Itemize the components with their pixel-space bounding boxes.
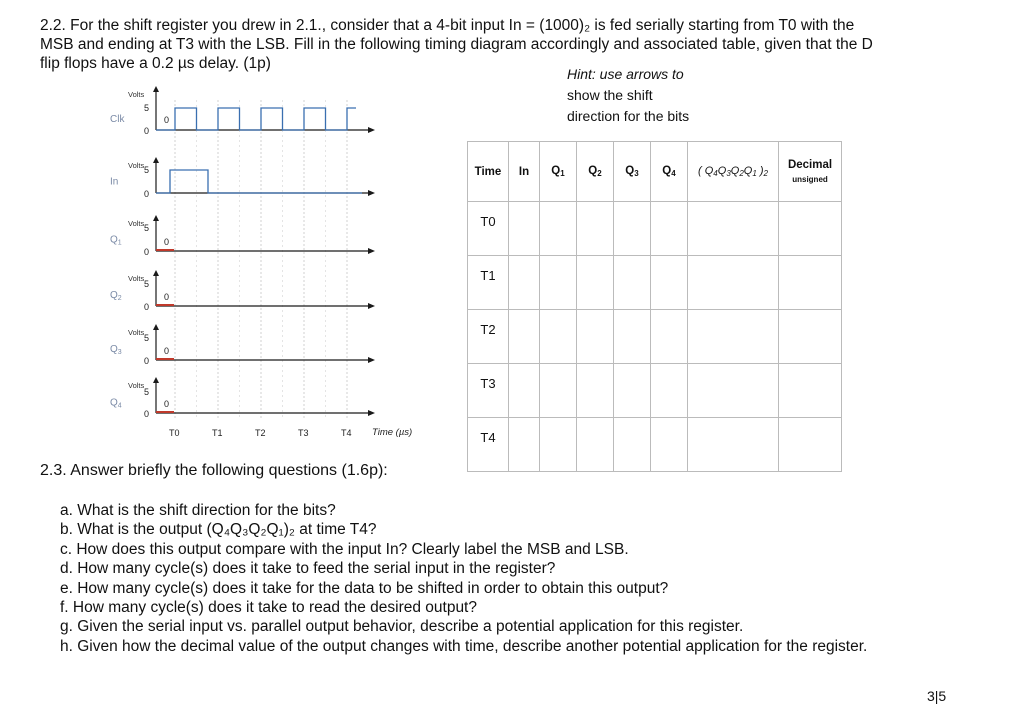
q2-signal-label: $Q_2$ — [110, 290, 122, 302]
table-cell-empty[interactable] — [577, 256, 614, 310]
hint-note — [567, 64, 689, 127]
in-y-arrow — [153, 157, 159, 163]
intro-line-1: 2.2. For the shift register you drew in 2.1., consider that a 4-bit input In = (1000)₂ is fed serially starting from T0 with the — [40, 17, 855, 34]
time-label-t3: T3 — [298, 428, 309, 438]
clk-signal-label: Clk — [110, 114, 125, 125]
table-cell-empty[interactable] — [540, 310, 577, 364]
question-g: g. Given the serial input vs. parallel output behavior, describe a potential application for this register. — [60, 618, 744, 636]
intro-line-3: flip flops have a 0.2 µs delay. (1p) — [40, 55, 271, 72]
table-cell-empty[interactable] — [651, 202, 688, 256]
q2-initial-value: 0 — [164, 292, 170, 302]
time-label-t2: T2 — [255, 428, 266, 438]
q1-initial-value: 0 — [164, 237, 170, 247]
clk-time-arrow — [368, 127, 375, 133]
table-row — [468, 418, 842, 472]
clk-waveform — [156, 108, 356, 130]
q1-time-arrow — [368, 248, 375, 254]
clk-0v-label: 0 — [144, 126, 150, 136]
q3-5v-label: 5 — [144, 333, 150, 343]
header-q3: $Q_3$ — [614, 142, 651, 202]
in-volts-label: Volts — [128, 161, 145, 170]
table-cell-empty[interactable] — [540, 202, 577, 256]
q2-time-arrow — [368, 303, 375, 309]
question-b: b. What is the output (Q₄Q₃Q₂Q₁)₂ at time T4? — [60, 521, 377, 539]
table-cell-empty[interactable] — [688, 256, 779, 310]
question-f: f. How many cycle(s) does it take to read the desired output? — [60, 599, 477, 617]
questions-list — [60, 501, 867, 656]
q3-time-arrow — [368, 357, 375, 363]
q3-initial-value: 0 — [164, 346, 170, 356]
question-c: c. How does this output compare with the input In? Clearly label the MSB and LSB. — [60, 540, 629, 558]
table-cell-empty[interactable] — [509, 256, 540, 310]
header-decimal — [779, 142, 842, 202]
table-cell-empty[interactable] — [577, 364, 614, 418]
table-row — [468, 202, 842, 256]
table-row — [468, 256, 842, 310]
table-cell-empty[interactable] — [540, 256, 577, 310]
row-time-label: T3 — [468, 364, 509, 418]
q3-signal-label: $Q_3$ — [110, 344, 122, 356]
clk-initial-value: 0 — [164, 115, 170, 125]
in-signal-label: In — [110, 176, 119, 188]
table-cell-empty[interactable] — [509, 310, 540, 364]
row-time-label: T0 — [468, 202, 509, 256]
q2-0v-label: 0 — [144, 302, 150, 312]
table-cell-empty[interactable] — [614, 364, 651, 418]
table-header-row — [468, 142, 842, 202]
header-binary-output: ( $Q_4Q_3Q_2Q_1$ )$_2$ — [688, 142, 779, 202]
q3-0v-label: 0 — [144, 356, 150, 366]
table-cell-empty[interactable] — [688, 310, 779, 364]
table-cell-empty[interactable] — [779, 418, 842, 472]
table-cell-empty[interactable] — [577, 202, 614, 256]
question-e: e. How many cycle(s) does it take for the data to be shifted in order to obtain this output? — [60, 579, 669, 597]
clk-5v-label: 5 — [144, 103, 150, 113]
q4-5v-label: 5 — [144, 387, 150, 397]
question-a: a. What is the shift direction for the bits? — [60, 502, 336, 519]
time-axis-title: Time (µs) — [372, 427, 413, 438]
table-cell-empty[interactable] — [540, 364, 577, 418]
table-cell-empty[interactable] — [540, 418, 577, 472]
header-in: In — [509, 142, 540, 202]
table-cell-empty[interactable] — [779, 202, 842, 256]
page-number: 3|5 — [927, 688, 947, 704]
table-cell-empty[interactable] — [509, 418, 540, 472]
time-label-t1: T1 — [212, 428, 223, 438]
question-h: h. Given how the decimal value of the output changes with time, describe another potential application for the register. — [60, 637, 868, 655]
table-row — [468, 364, 842, 418]
table-cell-empty[interactable] — [577, 310, 614, 364]
q1-signal-label: $Q_1$ — [110, 234, 122, 247]
section-2-3-title: 2.3. Answer briefly the following questions (1.6p): — [40, 462, 388, 479]
timing-table — [467, 141, 842, 472]
table-cell-empty[interactable] — [779, 310, 842, 364]
q2-5v-label: 5 — [144, 279, 150, 289]
row-time-label: T4 — [468, 418, 509, 472]
table-cell-empty[interactable] — [614, 310, 651, 364]
table-cell-empty[interactable] — [651, 310, 688, 364]
q1-y-arrow — [153, 215, 159, 221]
in-0v-label: 0 — [144, 189, 150, 199]
hint-line-1: Hint: use arrows to — [567, 66, 684, 82]
table-cell-empty[interactable] — [651, 418, 688, 472]
table-cell-empty[interactable] — [577, 418, 614, 472]
q4-signal-label: $Q_4$ — [110, 397, 122, 410]
hint-line-3: direction for the bits — [567, 108, 690, 124]
header-q1: $Q_1$ — [540, 142, 577, 202]
row-time-label: T2 — [468, 310, 509, 364]
q1-volts-label: Volts — [128, 219, 145, 228]
table-row — [468, 310, 842, 364]
q1-5v-label: 5 — [144, 223, 150, 233]
table-cell-empty[interactable] — [614, 418, 651, 472]
q3-volts-label: Volts — [128, 328, 145, 337]
clk-y-arrow — [153, 86, 159, 92]
table-cell-empty[interactable] — [614, 202, 651, 256]
table-cell-empty[interactable] — [688, 202, 779, 256]
table-cell-empty[interactable] — [509, 364, 540, 418]
question-2-2-text — [40, 16, 873, 73]
question-d: d. How many cycle(s) does it take to feed the serial input in the register? — [60, 560, 556, 578]
header-decimal-label: Decimal — [787, 159, 833, 171]
q1-0v-label: 0 — [144, 247, 150, 257]
table-cell-empty[interactable] — [779, 364, 842, 418]
clk-volts-label: Volts — [128, 90, 145, 99]
table-cell-empty[interactable] — [651, 364, 688, 418]
header-decimal-sub: unsigned — [792, 175, 828, 184]
table-cell-empty[interactable] — [779, 256, 842, 310]
q4-initial-value: 0 — [164, 399, 170, 409]
header-q4: $Q_4$ — [651, 142, 688, 202]
in-time-arrow — [368, 190, 375, 196]
q4-0v-label: 0 — [144, 409, 150, 419]
timing-diagram — [100, 80, 440, 450]
q4-time-arrow — [368, 410, 375, 416]
table-cell-empty[interactable] — [614, 256, 651, 310]
time-label-t0: T0 — [169, 428, 180, 438]
in-waveform — [156, 170, 362, 193]
table-cell-empty[interactable] — [688, 364, 779, 418]
table-cell-empty[interactable] — [509, 202, 540, 256]
q2-y-arrow — [153, 270, 159, 276]
intro-line-2: MSB and ending at T3 with the LSB. Fill in the following timing diagram accordingly and associated table, given that the D — [40, 36, 873, 53]
header-q2: $Q_2$ — [577, 142, 614, 202]
q4-volts-label: Volts — [128, 381, 145, 390]
in-5v-label: 5 — [144, 165, 150, 175]
time-label-t4: T4 — [341, 428, 352, 438]
table-cell-empty[interactable] — [688, 418, 779, 472]
table-cell-empty[interactable] — [651, 256, 688, 310]
q3-y-arrow — [153, 324, 159, 330]
q2-volts-label: Volts — [128, 274, 145, 283]
hint-line-2: show the shift — [567, 87, 653, 103]
q4-y-arrow — [153, 377, 159, 383]
header-time: Time — [468, 142, 509, 202]
row-time-label: T1 — [468, 256, 509, 310]
